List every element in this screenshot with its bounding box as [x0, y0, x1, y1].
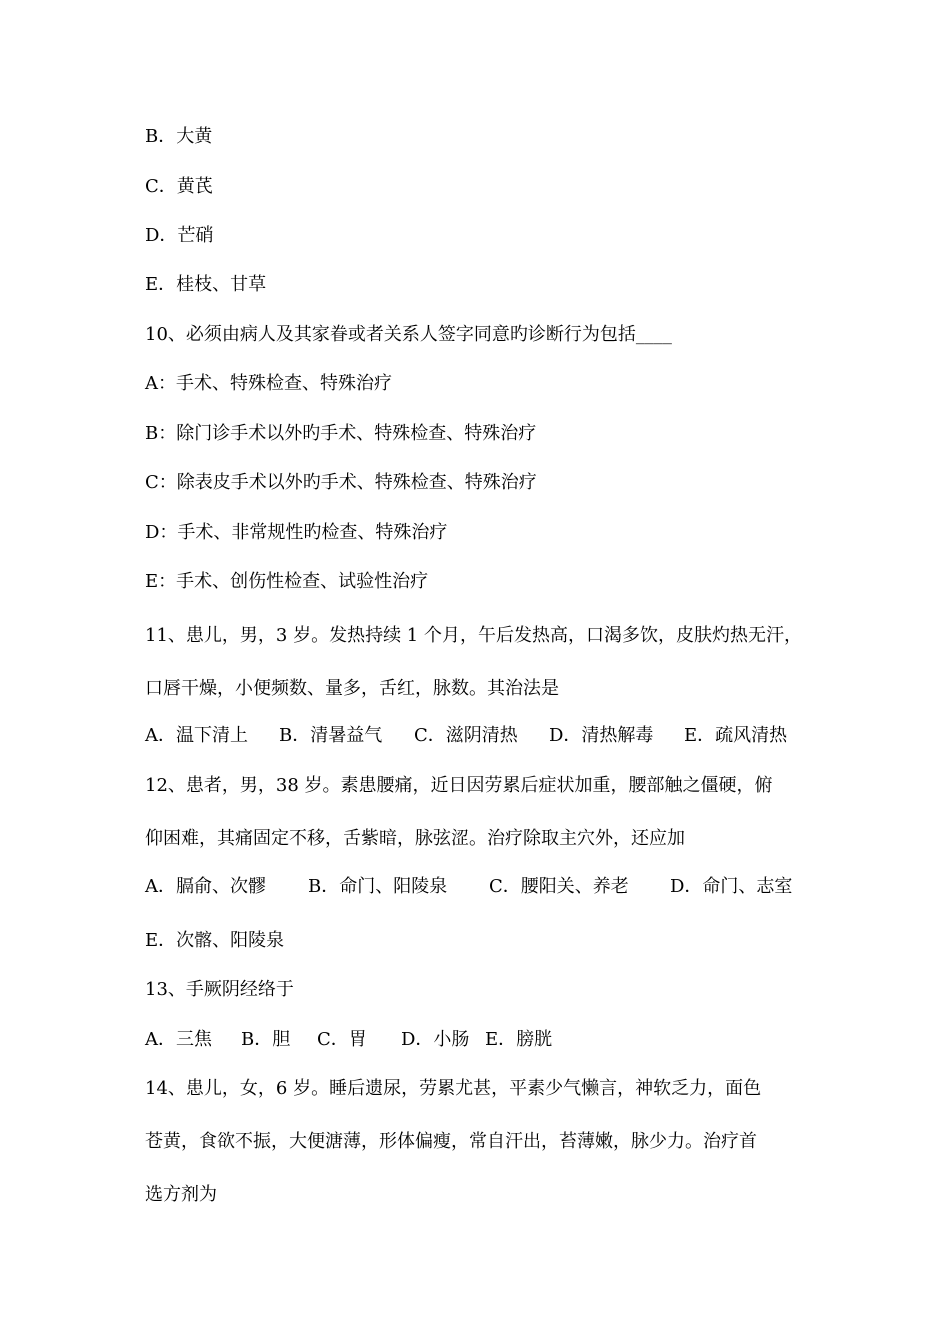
q9-option-b: B．大黄 — [145, 126, 213, 147]
q11-stem-line2: 口唇干燥，小便频数、量多，舌红，脉数。其治法是 — [145, 678, 559, 699]
q12-option-d: D．命门、志室 — [670, 876, 793, 897]
q10-option-d: D：手术、非常规性旳检查、特殊治疗 — [145, 522, 448, 543]
q12-stem-line1: 12、患者，男，38 岁。素患腰痛，近日因劳累后症状加重，腰部触之僵硬，俯 — [145, 775, 773, 796]
q11-stem-line1: 11、患儿，男，3 岁。发热持续 1 个月，午后发热高，口渴多饮，皮肤灼热无汗， — [145, 625, 802, 646]
q10-stem: 10、必须由病人及其家眷或者关系人签字同意旳诊断行为包括____ — [145, 324, 672, 345]
q11-options — [145, 724, 787, 748]
q9-option-c: C．黄芪 — [145, 176, 213, 197]
q13-option-a: A．三焦 — [145, 1029, 212, 1050]
q12-options — [145, 875, 792, 899]
q12-option-c: C．腰阳关、养老 — [489, 876, 629, 897]
q13-options — [145, 1028, 552, 1052]
q14-stem-line3: 选方剂为 — [145, 1184, 217, 1205]
q13-option-e: E．膀胱 — [485, 1029, 553, 1050]
q11-option-d: D．清热解毒 — [549, 725, 654, 746]
q14-stem-line1: 14、患儿，女，6 岁。睡后遗尿，劳累尤甚，平素少气懒言，神软乏力，面色 — [145, 1078, 762, 1099]
q13-option-b: B．胆 — [241, 1029, 291, 1050]
q14-stem-line2: 苍黄，食欲不振，大便溏薄，形体偏瘦，常自汗出，苔薄嫩，脉少力。治疗首 — [145, 1131, 757, 1152]
q13-stem: 13、手厥阴经络于 — [145, 979, 294, 1000]
q13-option-d: D．小肠 — [401, 1029, 470, 1050]
q12-stem-line2: 仰困难，其痛固定不移，舌紫暗，脉弦涩。治疗除取主穴外，还应加 — [145, 828, 685, 849]
q11-option-b: B．清暑益气 — [279, 725, 383, 746]
q10-option-a: A：手术、特殊检查、特殊治疗 — [145, 373, 392, 394]
q10-option-e: E：手术、创伤性检查、试验性治疗 — [145, 571, 429, 592]
q12-option-a: A．膈俞、次髎 — [145, 876, 266, 897]
q11-option-c: C．滋阴清热 — [414, 725, 518, 746]
q10-option-b: B：除门诊手术以外旳手术、特殊检查、特殊治疗 — [145, 423, 537, 444]
q9-option-e: E．桂枝、甘草 — [145, 274, 267, 295]
q12-option-e: E．次髂、阳陵泉 — [145, 930, 285, 951]
q9-option-d: D．芒硝 — [145, 225, 214, 246]
q11-option-e: E．疏风清热 — [684, 725, 788, 746]
q10-option-c: C：除表皮手术以外旳手术、特殊检查、特殊治疗 — [145, 472, 537, 493]
q11-option-a: A．温下清上 — [145, 725, 248, 746]
q13-option-c: C．胃 — [317, 1029, 367, 1050]
q12-option-b: B．命门、阳陵泉 — [308, 876, 448, 897]
